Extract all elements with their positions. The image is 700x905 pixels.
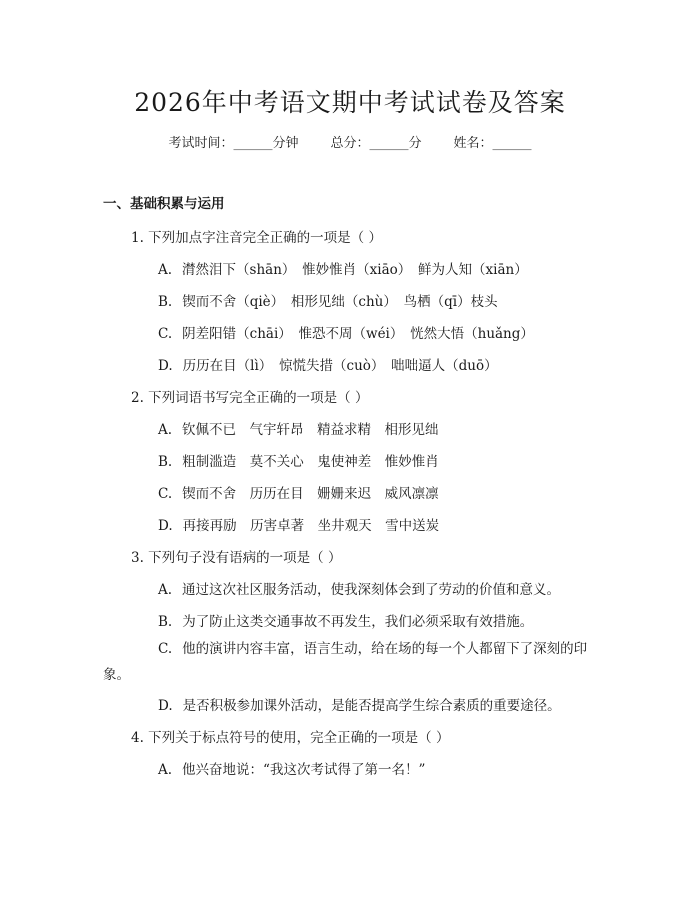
question-3-option-d (158, 694, 561, 714)
option-text: 钦佩不已 气宇轩昂 精益求精 相形见绌 (182, 422, 439, 438)
question-3-option-b (158, 610, 533, 630)
option-text: 为了防止这类交通事故不再发生，我们必须采取有效措施。 (182, 614, 534, 630)
option-text: 潸然泪下（shān） 惟妙惟肖（xiāo） 鲜为人知（xiān） (182, 262, 528, 278)
exam-title: 2026年中考语文期中考试试卷及答案 (134, 88, 566, 117)
question-1-option-a (158, 258, 528, 278)
question-1-option-c (158, 322, 534, 342)
option-label: A. (158, 762, 173, 778)
exam-time-label: 考试时间：______分钟 (168, 136, 299, 151)
question-1-option-d (158, 354, 498, 374)
option-text: 他的演讲内容丰富，语言生动，给在场的每一个人都留下了深刻的印象。 (103, 641, 588, 683)
option-text: 锲而不舍 历历在目 姗姗来迟 威风凛凛 (182, 486, 439, 502)
option-text: 历历在目（lì） 惊慌失措（cuò） 咄咄逼人（duō） (182, 358, 498, 374)
option-label: A. (158, 262, 173, 278)
option-text: 通过这次社区服务活动，使我深刻体会到了劳动的价值和意义。 (182, 582, 561, 598)
question-4-stem: 4. 下列关于标点符号的使用，完全正确的一项是（ ） (131, 730, 450, 746)
question-3-option-a (158, 578, 560, 598)
option-text: 再接再励 历害卓著 坐井观天 雪中送炭 (182, 518, 440, 534)
question-2-option-a (158, 418, 439, 438)
option-text: 是否积极参加课外活动，是能否提高学生综合素质的重要途径。 (182, 698, 561, 714)
option-text: 粗制滥造 莫不关心 鬼使神差 惟妙惟肖 (182, 454, 439, 470)
option-label: B. (158, 294, 173, 310)
option-label: D. (158, 698, 173, 714)
option-text: 他兴奋地说：“我这次考试得了第一名！” (182, 762, 426, 778)
question-2-option-c (158, 482, 439, 502)
exam-info-line (0, 132, 700, 151)
exam-score-label: 总分：______分 (330, 136, 422, 151)
option-label: C. (158, 641, 173, 657)
option-label: A. (158, 422, 173, 438)
option-label: C. (158, 326, 173, 342)
exam-name-label: 姓名：______ (453, 136, 532, 151)
option-label: C. (158, 486, 173, 502)
question-2-option-b (158, 450, 439, 470)
option-label: D. (158, 358, 173, 374)
option-label: B. (158, 614, 173, 630)
question-3-stem: 3. 下列句子没有语病的一项是（ ） (131, 550, 342, 566)
question-2-option-d (158, 514, 439, 534)
option-label: A. (158, 582, 173, 598)
option-text: 锲而不舍（qiè） 相形见绌（chù） 鸟栖（qī）枝头 (182, 294, 498, 310)
option-label: D. (158, 518, 173, 534)
question-1-option-b (158, 290, 498, 310)
section-heading: 一、基础积累与运用 (103, 196, 225, 212)
question-1-stem: 1. 下列加点字注音完全正确的一项是（ ） (131, 230, 382, 246)
question-3-option-c (103, 636, 593, 688)
question-4-option-a (158, 758, 425, 778)
option-text: 阴差阳错（chāi） 惟恐不周（wéi） 恍然大悟（huǎng） (182, 326, 534, 342)
option-label: B. (158, 454, 173, 470)
question-2-stem: 2. 下列词语书写完全正确的一项是（ ） (131, 390, 369, 406)
